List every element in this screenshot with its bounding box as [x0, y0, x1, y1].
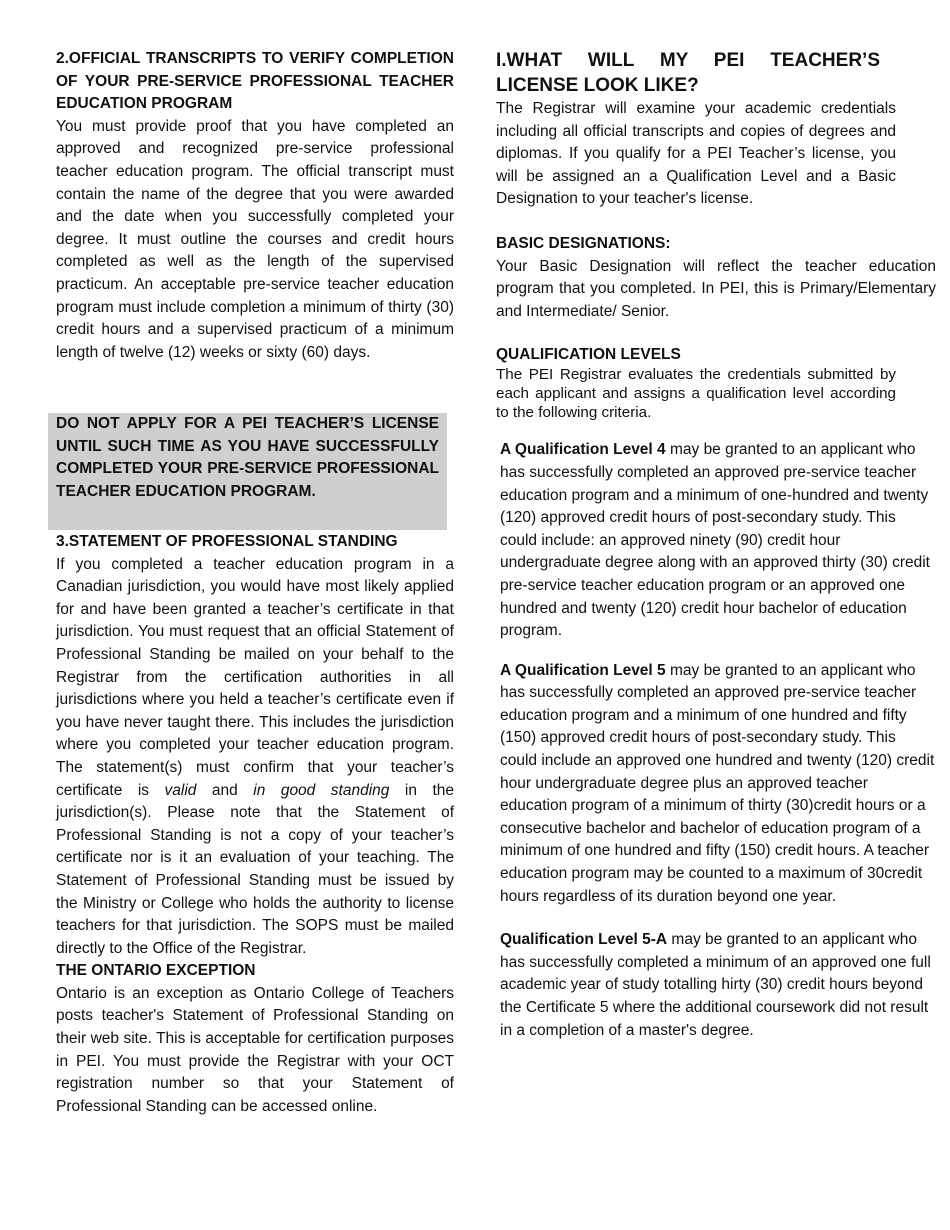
- qualification-levels-title: QUALIFICATION LEVELS: [496, 346, 681, 364]
- level5-paragraph: [496, 660, 936, 909]
- level4-paragraph: [496, 439, 936, 642]
- section3-body-b: in the jurisdiction(s). Please note that the Statement of Professional Standing is not a copy of your teacher’s certificate nor is it an evaluation of your teaching. The Statement of Professional Standing must be issued by the Ministry or College who holds the authority to license teachers for that jurisdiction. The SOPS must be mailed directly to the Office of the Registrar.: [56, 781, 455, 957]
- basic-designations-title: BASIC DESIGNATIONS:: [496, 234, 671, 252]
- exception-body: Ontario is an exception as Ontario College of Teachers posts teacher's Statement of Professional Standing on their web site. This is acceptable for certification purposes in PEI. You must provide the Registrar with your OCT registration number so that your Statement of Professional Standing can be accessed online.: [56, 984, 454, 1115]
- section2-title: 2.OFFICIAL TRANSCRIPTS TO VERIFY COMPLETION OF YOUR PRE-SERVICE PROFESSIONAL TEACHER EDUCATION PROGRAM: [56, 50, 454, 113]
- section3-and: and: [196, 781, 254, 799]
- qualification-levels-body: The PEI Registrar evaluates the credentials submitted by each applicant and assigns a qualification level according to the following criteria.: [496, 366, 896, 422]
- notice-box: [48, 413, 447, 530]
- level5-label: A Qualification Level 5: [500, 661, 666, 679]
- level5-body: may be granted to an applicant who has successfully completed an approved pre-service teacher education program and a minimum of one hundred and fifty (150) approved credit hours of post-secondary study. This could include an approved one hundred and twenty (120) credit hour undergraduate degree plus an approved teacher education program of a minimum of thirty (30)credit hours or a consecutive bachelor and bachelor of education program of a minimum of one hundred and fifty (150) credit hours. A teacher education program may be counted to a maximum of 30credit hours regardless of its duration beyond one year.: [500, 661, 935, 905]
- good-standing-emphasis: in good standing: [253, 781, 390, 799]
- section1-body: The Registrar will examine your academic credentials including all official transcripts and copies of degrees and diplomas. If you qualify for a PEI Teacher’s license, you will be assigned an a Qualification Level and a Basic Designation to your teacher's license.: [496, 100, 896, 208]
- level4-label: A Qualification Level 4: [500, 441, 666, 459]
- left-column: [56, 48, 454, 364]
- valid-emphasis: valid: [164, 781, 197, 799]
- level5a-label: Qualification Level 5-A: [500, 931, 668, 949]
- level4-body: may be granted to an applicant who has successfully completed an approved pre-service teacher education program and a minimum of one-hundred and twenty (120) approved credit hours of post-secondary study. This could include: an approved ninety (90) credit hour undergraduate degree along with an approved thirty (30) credit pre-service teacher education program or an approved one hundred and twenty (120) credit hour bachelor of education program.: [500, 441, 930, 640]
- section3-body-a: If you completed a teacher education program in a Canadian jurisdiction, you would have most likely applied for and have been granted a teacher’s certificate in that jurisdiction. You must request that an official Statement of Professional Standing be mailed on your behalf to the Registrar from the certification authorities in all jurisdictions where you held a teacher’s certificate even if you have never taught there. This includes the jurisdiction where you completed your teacher education program. The statement(s) must confirm that your teacher’s certificate is: [56, 555, 454, 799]
- section1-title: I.WHAT WILL MY PEI TEACHER’S LICENSE LOOK LIKE?: [496, 50, 880, 96]
- left-column-lower: [56, 531, 454, 1118]
- section3-title: 3.STATEMENT OF PROFESSIONAL STANDING: [56, 533, 398, 550]
- exception-title: THE ONTARIO EXCEPTION: [56, 962, 256, 980]
- level5a-body: may be granted to an applicant who has successfully completed a minimum of an approved one full academic year of study totalling hirty (30) credit hours beyond the Certificate 5 where the additional coursework did not result in a completion of a master's degree.: [500, 931, 931, 1039]
- level5a-paragraph: [496, 929, 936, 1042]
- section2-body: You must provide proof that you have completed an approved and recognized pre-service professional teacher education program. The official transcript must contain the name of the degree that you were awarded and the date when you successfully completed your degree. It must outline the courses and credit hours completed as well as the length of the supervised practicum. An acceptable pre-service teacher education program must include completion a minimum of thirty (30) credit hours and a supervised practicum of a minimum length of twelve (12) weeks or sixty (60) days.: [56, 117, 454, 361]
- basic-designations-body: Your Basic Designation will reflect the teacher education program that you completed. In PEI, this is Primary/Elementary and Intermediate/ Senior.: [496, 257, 936, 320]
- section3-body: [56, 554, 454, 961]
- notice-text: DO NOT APPLY FOR A PEI TEACHER’S LICENSE UNTIL SUCH TIME AS YOU HAVE SUCCESSFULLY COMPLETED YOUR PRE-SERVICE PROFESSIONAL TEACHER EDUCATION PROGRAM.: [56, 415, 439, 500]
- right-column: [496, 48, 936, 1042]
